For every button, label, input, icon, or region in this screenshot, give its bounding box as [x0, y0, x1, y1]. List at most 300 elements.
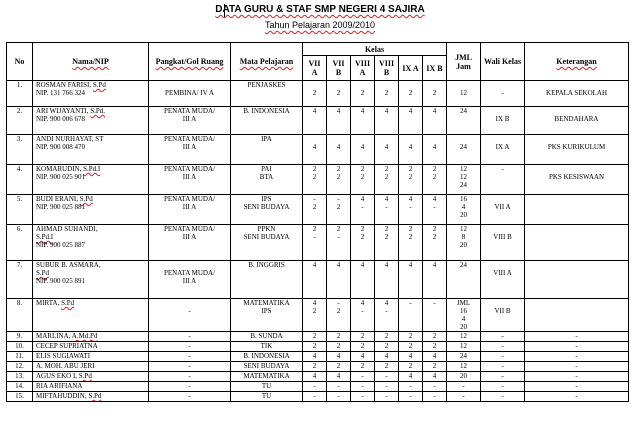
kelas-value: 4 — [312, 143, 317, 151]
kelas-value: 2 — [384, 332, 389, 340]
cell-jml — [447, 332, 481, 342]
kelas-value: 4 — [360, 107, 365, 115]
mapel-line: B. INDONESIA — [243, 352, 290, 360]
kelas-value — [425, 135, 444, 143]
cell-jml — [447, 342, 481, 352]
cell-kelas — [327, 107, 351, 135]
kelas-value: 4 — [408, 352, 413, 360]
jml-value: 24 — [460, 107, 468, 115]
kelas-value: - — [361, 372, 364, 380]
kelas-value: - — [385, 372, 388, 380]
mapel-line: IPS — [261, 195, 272, 203]
kelas-value: 4 — [432, 352, 437, 360]
kelas-value: - — [385, 203, 388, 211]
kelas-value: - — [385, 307, 388, 315]
header-keterangan: Keterangan — [525, 43, 629, 81]
cell-kelas — [375, 165, 399, 195]
jml-value: 12 — [460, 342, 468, 350]
cell-kelas — [375, 362, 399, 372]
kelas-value: 2 — [432, 165, 437, 173]
cell-kelas — [423, 362, 447, 372]
cell-no: 12. — [7, 362, 33, 372]
cell-kelas — [399, 135, 423, 165]
kelas-value: - — [433, 203, 436, 211]
cell-pangkat — [149, 352, 231, 362]
cell-kelas — [399, 107, 423, 135]
cell-kelas — [375, 392, 399, 402]
kelas-value: 2 — [360, 165, 365, 173]
nama-line: MIFTAHUDDIN, S.Pd — [36, 392, 102, 400]
cell-pangkat — [149, 342, 231, 352]
cell-keterangan — [525, 342, 629, 352]
kelas-value: 2 — [360, 362, 365, 370]
kelas-value: 2 — [432, 173, 437, 181]
table-row — [7, 362, 629, 372]
cell-kelas — [375, 352, 399, 362]
wali-value: - — [501, 89, 504, 97]
cell-kelas — [423, 225, 447, 261]
staff-table — [6, 42, 629, 402]
cell-wali — [481, 392, 525, 402]
kelas-value: 2 — [432, 342, 437, 350]
cell-kelas — [423, 352, 447, 362]
kelas-value — [401, 81, 420, 89]
wali-value: IX B — [495, 115, 510, 123]
cell-kelas — [375, 195, 399, 225]
cell-jml — [447, 362, 481, 372]
jml-value: 12 — [460, 89, 468, 97]
kelas-value: 2 — [360, 342, 365, 350]
keterangan-value — [527, 81, 626, 89]
table-row — [7, 165, 629, 195]
kelas-value: - — [313, 195, 316, 203]
wali-value — [483, 225, 522, 233]
wali-value: - — [501, 165, 504, 173]
mapel-line: BTA — [259, 173, 274, 181]
cell-kelas — [423, 135, 447, 165]
kelas-value: 2 — [336, 307, 341, 315]
kelas-value: 2 — [432, 89, 437, 97]
pangkat-line: PEMBINA/ IV A — [165, 89, 214, 97]
kelas-value: 4 — [360, 143, 365, 151]
kelas-value: 2 — [432, 225, 437, 233]
kelas-value: 4 — [360, 352, 365, 360]
kelas-value: - — [337, 299, 340, 307]
kelas-value: 4 — [336, 261, 341, 269]
jml-value: - — [462, 382, 465, 390]
cell-kelas — [327, 372, 351, 382]
nama-line: RIA ARIFIANA — [36, 382, 83, 390]
cell-no: 1. — [7, 81, 33, 107]
mapel-line: MATEMATIKA — [243, 299, 290, 307]
mapel-line: SENI BUDAYA — [243, 203, 290, 211]
cell-pangkat — [149, 165, 231, 195]
nama-line: S.Pd — [36, 269, 50, 277]
wali-value — [483, 81, 522, 89]
kelas-value — [353, 81, 372, 89]
wali-value: - — [501, 342, 504, 350]
kelas-value: 4 — [312, 299, 317, 307]
cell-pangkat — [149, 382, 231, 392]
nama-line: NIP. 900 025 887 — [36, 241, 86, 249]
cell-jml — [447, 165, 481, 195]
cell-mapel — [231, 392, 303, 402]
kelas-value: 2 — [312, 203, 317, 211]
cell-keterangan — [525, 165, 629, 195]
nama-line: NIP. 900 025 901 — [36, 173, 86, 181]
pangkat-line: PENATA MUDA/ — [164, 225, 215, 233]
kelas-value: 4 — [336, 372, 341, 380]
pangkat-line — [151, 261, 228, 269]
cell-kelas — [423, 382, 447, 392]
cell-kelas — [375, 299, 399, 332]
cell-wali — [481, 382, 525, 392]
cell-kelas — [327, 332, 351, 342]
cell-wali — [481, 81, 525, 107]
kelas-value: - — [433, 299, 436, 307]
kelas-value: - — [361, 392, 364, 400]
cell-keterangan — [525, 332, 629, 342]
cell-pangkat — [149, 107, 231, 135]
cell-mapel — [231, 225, 303, 261]
cell-kelas — [303, 299, 327, 332]
kelas-value: - — [361, 382, 364, 390]
kelas-value: 4 — [384, 352, 389, 360]
cell-kelas — [303, 372, 327, 382]
nama-line: NIP. 900 025 891 — [36, 277, 86, 285]
kelas-value: 4 — [384, 195, 389, 203]
header-wali: Wali Kelas — [481, 43, 525, 81]
kelas-value: 2 — [312, 165, 317, 173]
cell-kelas — [327, 382, 351, 392]
jml-value: 24 — [460, 181, 468, 189]
cell-wali — [481, 372, 525, 382]
keterangan-value — [527, 135, 626, 143]
cell-pangkat — [149, 372, 231, 382]
keterangan-value — [527, 195, 626, 203]
kelas-value: 4 — [384, 107, 389, 115]
cell-kelas — [351, 261, 375, 299]
cell-keterangan — [525, 225, 629, 261]
mapel-line: TU — [261, 382, 272, 390]
pangkat-line: PENATA MUDA/ — [164, 135, 215, 143]
kelas-value — [377, 135, 396, 143]
cell-kelas — [327, 261, 351, 299]
kelas-value: 4 — [360, 299, 365, 307]
kelas-value: - — [361, 203, 364, 211]
nama-line: MIRTA, S.Pd — [36, 299, 75, 307]
mapel-line: TIK — [260, 342, 273, 350]
kelas-value — [353, 135, 372, 143]
table-row — [7, 135, 629, 165]
cell-mapel — [231, 352, 303, 362]
pangkat-line: - — [188, 392, 191, 400]
header-kelas-vii-b: VII B — [327, 56, 351, 81]
kelas-value: 4 — [384, 143, 389, 151]
cell-wali — [481, 135, 525, 165]
cell-no: 8. — [7, 299, 33, 332]
kelas-value: - — [361, 307, 364, 315]
kelas-value: 2 — [336, 89, 341, 97]
cell-nama — [33, 392, 149, 402]
mapel-line: PENJASKES — [247, 81, 286, 89]
cell-jml — [447, 107, 481, 135]
kelas-value: 4 — [336, 143, 341, 151]
jml-value: 4 — [461, 315, 466, 323]
cell-pangkat — [149, 299, 231, 332]
cell-jml — [447, 352, 481, 362]
cell-nama — [33, 382, 149, 392]
cell-kelas — [423, 107, 447, 135]
cell-nama — [33, 372, 149, 382]
cell-pangkat — [149, 195, 231, 225]
wali-value: VIII A — [493, 269, 512, 277]
mapel-line: B. SUNDA — [250, 332, 283, 340]
cell-kelas — [399, 81, 423, 107]
kelas-value: 2 — [408, 233, 413, 241]
kelas-value — [425, 81, 444, 89]
cell-no: 10. — [7, 342, 33, 352]
kelas-value: 2 — [408, 362, 413, 370]
jml-value: 20 — [460, 323, 468, 331]
pangkat-line: III A — [182, 143, 197, 151]
kelas-value: 2 — [360, 173, 365, 181]
wali-value — [483, 107, 522, 115]
pangkat-line: - — [188, 307, 191, 315]
cell-keterangan — [525, 382, 629, 392]
cell-jml — [447, 382, 481, 392]
cell-kelas — [351, 195, 375, 225]
nama-line: ELIS SUGIAWATI — [36, 352, 91, 360]
kelas-value: 2 — [336, 203, 341, 211]
cell-kelas — [327, 165, 351, 195]
kelas-value: 4 — [432, 143, 437, 151]
pangkat-line: III A — [182, 173, 197, 181]
kelas-value: 2 — [384, 165, 389, 173]
cell-mapel — [231, 107, 303, 135]
table-row — [7, 332, 629, 342]
kelas-value: - — [409, 392, 412, 400]
cell-no: 9. — [7, 332, 33, 342]
jml-value: 8 — [461, 233, 466, 241]
cell-pangkat — [149, 135, 231, 165]
keterangan-value: - — [575, 372, 578, 380]
table-row — [7, 225, 629, 261]
header-mapel: Mata Pelajaran — [231, 43, 303, 81]
header-kelas-ix-a: IX A — [399, 56, 423, 81]
pangkat-line: PENATA MUDA/ — [164, 165, 215, 173]
cell-kelas — [303, 165, 327, 195]
cell-kelas — [303, 225, 327, 261]
jml-value: 12 — [460, 362, 468, 370]
cell-mapel — [231, 261, 303, 299]
header-kelas-vii-a: VII A — [303, 56, 327, 81]
cell-pangkat — [149, 392, 231, 402]
wali-value — [483, 299, 522, 307]
cell-mapel — [231, 195, 303, 225]
header-pangkat: Pangkat/Gol Ruang — [149, 43, 231, 81]
cell-kelas — [375, 382, 399, 392]
cell-wali — [481, 362, 525, 372]
wali-value: - — [501, 362, 504, 370]
kelas-value: 2 — [312, 307, 317, 315]
cell-kelas — [375, 342, 399, 352]
kelas-value: 4 — [408, 143, 413, 151]
cell-kelas — [327, 362, 351, 372]
kelas-value: 4 — [312, 372, 317, 380]
cell-wali — [481, 261, 525, 299]
mapel-line: PPKN — [257, 225, 276, 233]
table-row — [7, 107, 629, 135]
cell-kelas — [423, 392, 447, 402]
nama-line: SUBUR B. ASMARA, — [36, 261, 101, 269]
kelas-value — [329, 81, 348, 89]
cell-kelas — [327, 342, 351, 352]
cell-kelas — [375, 107, 399, 135]
keterangan-value — [527, 225, 626, 233]
nama-line: MARLINA, A.Md.Pd — [36, 332, 98, 340]
jml-value — [449, 81, 478, 89]
mapel-line: SENI BUDAYA — [243, 362, 290, 370]
jml-value: 20 — [460, 241, 468, 249]
jml-value: JML — [456, 299, 471, 307]
cell-no: 6. — [7, 225, 33, 261]
kelas-value: 2 — [384, 342, 389, 350]
kelas-value: 4 — [312, 107, 317, 115]
document-subtitle: Tahun Pelajaran 2009/2010 — [264, 20, 376, 30]
mapel-line: IPA — [261, 135, 272, 143]
cell-no: 15. — [7, 392, 33, 402]
cell-pangkat — [149, 81, 231, 107]
cell-no: 4. — [7, 165, 33, 195]
cell-wali — [481, 299, 525, 332]
cell-pangkat — [149, 225, 231, 261]
keterangan-value: KEPALA SEKOLAH — [546, 89, 608, 97]
cell-kelas — [351, 372, 375, 382]
cell-kelas — [303, 81, 327, 107]
nama-line: CECEP SUPRIATNA — [36, 342, 98, 350]
kelas-value: - — [337, 195, 340, 203]
cell-pangkat — [149, 362, 231, 372]
cell-kelas — [375, 135, 399, 165]
jml-value: 20 — [460, 211, 468, 219]
cell-kelas — [423, 165, 447, 195]
pangkat-line: III A — [182, 115, 197, 123]
kelas-value — [377, 81, 396, 89]
kelas-value: 2 — [384, 173, 389, 181]
kelas-value: - — [313, 233, 316, 241]
pangkat-line: - — [188, 342, 191, 350]
kelas-value: 2 — [312, 342, 317, 350]
cell-no: 14. — [7, 382, 33, 392]
pangkat-line: - — [188, 332, 191, 340]
kelas-value: 2 — [336, 173, 341, 181]
cell-keterangan — [525, 392, 629, 402]
cell-kelas — [423, 372, 447, 382]
cell-kelas — [375, 81, 399, 107]
kelas-value: 4 — [312, 261, 317, 269]
cell-kelas — [399, 352, 423, 362]
table-row — [7, 382, 629, 392]
cell-kelas — [399, 225, 423, 261]
jml-value: 16 — [460, 195, 468, 203]
pangkat-line: - — [188, 352, 191, 360]
cell-kelas — [327, 299, 351, 332]
keterangan-value: - — [575, 352, 578, 360]
table-row — [7, 342, 629, 352]
cell-mapel — [231, 165, 303, 195]
cell-wali — [481, 107, 525, 135]
cell-kelas — [327, 352, 351, 362]
keterangan-value: - — [575, 332, 578, 340]
cell-jml — [447, 195, 481, 225]
cell-keterangan — [525, 135, 629, 165]
cell-no: 7. — [7, 261, 33, 299]
header-no: No — [7, 43, 33, 81]
cell-mapel — [231, 382, 303, 392]
cell-kelas — [399, 299, 423, 332]
cell-keterangan — [525, 362, 629, 372]
jml-value: 24 — [460, 352, 468, 360]
nama-line: NIP. 900 025 881 — [36, 203, 86, 211]
cell-kelas — [351, 81, 375, 107]
kelas-value: - — [409, 299, 412, 307]
cell-keterangan — [525, 195, 629, 225]
cell-keterangan — [525, 352, 629, 362]
kelas-value: - — [409, 382, 412, 390]
jml-value: 4 — [461, 203, 466, 211]
cell-mapel — [231, 332, 303, 342]
kelas-value: - — [385, 382, 388, 390]
mapel-line: IPS — [261, 307, 272, 315]
cell-mapel — [231, 81, 303, 107]
nama-line: ARI WIJAYANTI, S.Pd. — [36, 107, 106, 115]
cell-nama — [33, 342, 149, 352]
wali-value: - — [501, 332, 504, 340]
cell-kelas — [303, 107, 327, 135]
mapel-line: B. INDONESIA — [243, 107, 290, 115]
kelas-value: 4 — [432, 107, 437, 115]
kelas-value: 4 — [432, 261, 437, 269]
cell-mapel — [231, 362, 303, 372]
kelas-value: - — [337, 382, 340, 390]
table-row — [7, 81, 629, 107]
kelas-value: 2 — [336, 342, 341, 350]
kelas-value: 4 — [360, 261, 365, 269]
kelas-value: 2 — [384, 225, 389, 233]
cell-jml — [447, 392, 481, 402]
cell-nama — [33, 332, 149, 342]
mapel-line: PAI — [261, 165, 272, 173]
kelas-value: 2 — [312, 332, 317, 340]
wali-value — [483, 135, 522, 143]
cell-kelas — [351, 362, 375, 372]
cell-kelas — [351, 135, 375, 165]
cell-nama — [33, 135, 149, 165]
keterangan-value: - — [575, 362, 578, 370]
pangkat-line: III A — [182, 277, 197, 285]
kelas-value: - — [433, 392, 436, 400]
kelas-value: 2 — [384, 89, 389, 97]
keterangan-value: - — [575, 342, 578, 350]
pangkat-line: III A — [182, 233, 197, 241]
jml-value: 12 — [460, 332, 468, 340]
cell-kelas — [303, 195, 327, 225]
wali-value — [483, 261, 522, 269]
kelas-value: - — [337, 233, 340, 241]
kelas-value: 4 — [432, 372, 437, 380]
kelas-value: 2 — [384, 233, 389, 241]
